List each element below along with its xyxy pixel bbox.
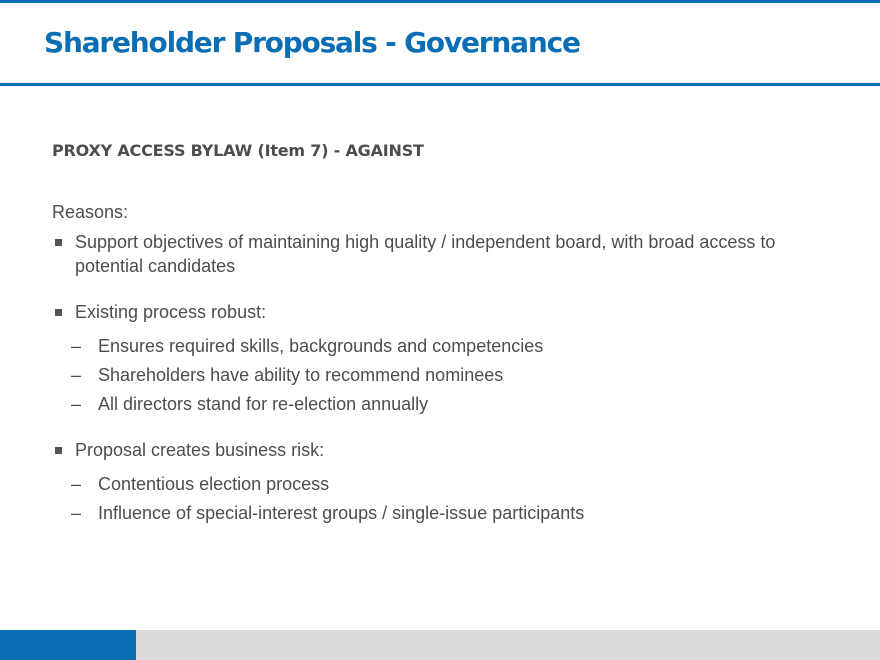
title-rule bbox=[0, 83, 880, 86]
sub-item bbox=[71, 501, 832, 525]
sub-item-text: Contentious election process bbox=[98, 474, 330, 494]
sub-item-text: Ensures required skills, backgrounds and competencies bbox=[98, 336, 544, 356]
sub-item-text: Influence of special-interest groups / single-issue participants bbox=[98, 503, 585, 523]
square-bullet-icon bbox=[55, 309, 62, 316]
sub-item bbox=[71, 363, 832, 387]
dash-bullet-icon: – bbox=[71, 365, 82, 385]
square-bullet-icon bbox=[55, 447, 62, 454]
dash-bullet-icon: – bbox=[71, 394, 82, 414]
bullet-text: Existing process robust: bbox=[75, 302, 267, 322]
bullet-item bbox=[52, 438, 832, 525]
sub-item bbox=[71, 392, 832, 416]
sub-list bbox=[71, 472, 832, 525]
dash-bullet-icon: – bbox=[71, 503, 82, 523]
slide-title: Shareholder Proposals - Governance bbox=[44, 26, 580, 59]
reasons-list bbox=[52, 230, 832, 525]
reasons-label: Reasons: bbox=[52, 202, 129, 222]
square-bullet-icon bbox=[55, 239, 62, 246]
bullet-item bbox=[52, 300, 832, 416]
footer-accent bbox=[0, 630, 136, 660]
sub-item-text: Shareholders have ability to recommend nominees bbox=[98, 365, 504, 385]
section-heading: PROXY ACCESS BYLAW (Item 7) - AGAINST bbox=[52, 141, 424, 160]
top-rule bbox=[0, 0, 880, 3]
sub-item bbox=[71, 472, 832, 496]
sub-item-text: All directors stand for re-election annually bbox=[98, 394, 429, 414]
slide-content bbox=[52, 140, 832, 525]
bullet-item bbox=[52, 230, 832, 278]
sub-item bbox=[71, 334, 832, 358]
dash-bullet-icon: – bbox=[71, 474, 82, 494]
bullet-text: Support objectives of maintaining high quality / independent board, with broad access to potential candidates bbox=[75, 232, 776, 276]
dash-bullet-icon: – bbox=[71, 336, 82, 356]
sub-list bbox=[71, 334, 832, 416]
bullet-text: Proposal creates business risk: bbox=[75, 440, 325, 460]
